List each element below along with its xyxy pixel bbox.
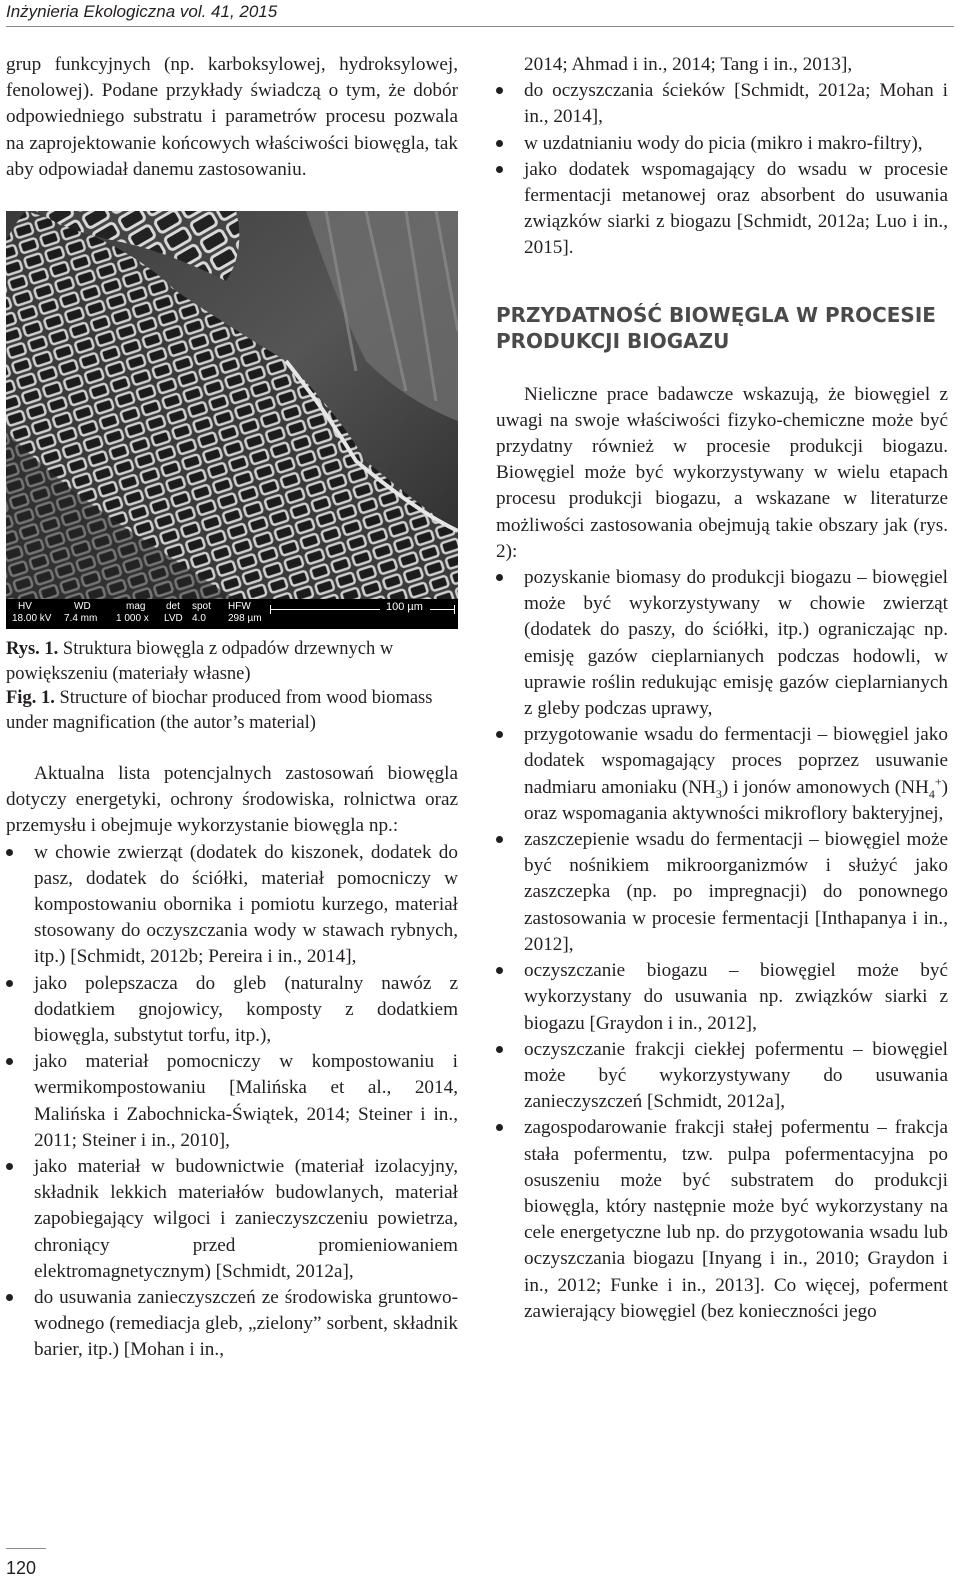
bullet-icon [496, 967, 503, 974]
list-item [6, 971, 458, 1050]
mag-label: mag [126, 601, 146, 613]
bullet-icon [6, 980, 13, 987]
biochar-structure-image [6, 211, 458, 599]
hv-label: HV [18, 601, 32, 613]
det-value: LVD [164, 613, 183, 625]
list-item [496, 722, 948, 827]
section-heading [496, 302, 948, 354]
subscript-3: 3 [715, 786, 722, 801]
applications-list-continued [496, 78, 948, 261]
list-item [6, 840, 458, 971]
hfw-label: HFW [228, 601, 251, 613]
list-item-text: zagospodarowanie frakcji stałej pofermentu – frakcja stała pofermentu, tzw. pulpa pofermentacyjna po osuszeniu może być substratem do produkcji biowęgla, który następnie może być wykorzystany na cele energetyczne lub np. do przygotowania wsadu lub oczyszczania biogazu [Inyang i in., 2010; Graydon i in., 2012; Funke i in., 2013]. Co więcej, poferment zawierający biowęgiel (bez konieczności jego [524, 1117, 948, 1322]
scale-bar-line [270, 609, 380, 610]
bullet-icon [496, 836, 503, 843]
spot-label: spot [192, 601, 211, 613]
caption-en-text: Structure of biochar produced from wood biomass under magnification (the autor’s material) [6, 688, 433, 733]
list-item [6, 1049, 458, 1154]
bullet-icon [496, 1046, 503, 1053]
caption-english [6, 686, 458, 735]
list-item [496, 958, 948, 1037]
bullet-icon [6, 1163, 13, 1170]
list-item-text: jako materiał w budownictwie (materiał izolacyjny, składnik lekkich materiałów budowlanych, materiał zapobiegający wilgoci i zanieczyszczeniu powietrza, chroniący przed promieniowaniem elektromagnetycznym) [Schmidt, 2012a], [34, 1156, 458, 1282]
scale-bar-line-right [430, 609, 454, 610]
biogaz-uses-list [496, 565, 948, 1325]
bullet2-text-c: ) oraz wspomagania aktywności mikroflory bakteryjnej, [524, 776, 948, 824]
scale-tick-right [454, 605, 455, 614]
applications-list [6, 840, 458, 1364]
bullet-icon [496, 1124, 503, 1131]
bullet-icon [496, 574, 503, 581]
applications-intro: Aktualna lista potencjalnych zastosowań biowęgla dotyczy energetyki, ochrony środowiska, rolnictwa oraz przemysłu i obejmuje wykorzystanie biowęgla np.: [6, 763, 458, 837]
list-item-text: zaszczepienie wsadu do fermentacji – biowęgiel może być nośnikiem mikroorganizmów i służyć jako zaszczepka (np. po impregnacji) do ponownego zastosowania w procesie fermentacji [Inthapanya i in., 2012], [524, 829, 948, 955]
footer-rule [6, 1548, 46, 1549]
bullet-icon [496, 140, 503, 147]
bullet2-text-a: przygotowanie wsadu do fermentacji – biowęgiel jako dodatek wspomagający proces poprzez usuwanie nadmiaru amoniaku (NH [524, 724, 948, 798]
mag-cell [116, 601, 149, 625]
caption-pl-text: Struktura biowęgla z odpadów drzewnych w powiększeniu (materiały własne) [6, 639, 394, 684]
list-item-text: w chowie zwierząt (dodatek do kiszonek, dodatek do pasz, dodatek do ściółki, materiał pomocniczy w kompostowaniu obornika i pomiotu kurzego, materiał stosowany do oczyszczania wody w stawach rybnych, itp.) [Schmidt, 2012b; Pereira i in., 2014], [34, 841, 458, 968]
section-heading-line1: PRZYDATNOŚĆ BIOWĘGLA W PROCESIE [496, 302, 936, 327]
hv-value: 18.00 kV [12, 613, 52, 625]
sem-info-bar [6, 599, 458, 629]
bullet-icon [6, 849, 13, 856]
list-item [496, 78, 948, 130]
list-item [496, 1115, 948, 1325]
list-item-text: oczyszczanie frakcji ciekłej pofermentu – biowęgiel może być wykorzystywany do usuwania zanieczyszczeń [Schmidt, 2012a], [524, 1038, 948, 1113]
section-heading-line2: PRODUKCJI BIOGAZU [496, 328, 730, 353]
mag-value: 1 000 x [116, 613, 149, 625]
bullet-icon [496, 87, 503, 94]
list-item-text: w uzdatnianiu wody do picia (mikro i makro-filtry), [524, 132, 923, 154]
bullet-icon [496, 166, 503, 173]
continued-citation: 2014; Ahmad i in., 2014; Tang i in., 2013], [524, 54, 853, 75]
superscript-plus: + [934, 774, 942, 789]
list-item-text: do oczyszczania ścieków [Schmidt, 2012a; Mohan i in., 2014], [524, 80, 948, 128]
page-number: 120 [6, 1558, 37, 1578]
bullet-icon [496, 731, 503, 738]
spot-cell [192, 601, 211, 625]
list-item-text: do usuwania zanieczyszczeń ze środowiska gruntowo-wodnego (remediacja gleb, „zielony” sorbent, składnik barier, itp.) [Mohan i in., [34, 1287, 458, 1361]
list-item-text [524, 724, 948, 824]
det-label: det [166, 601, 180, 613]
hv-cell [12, 601, 51, 625]
caption-polish [6, 637, 458, 686]
list-item [496, 827, 948, 958]
list-item [496, 1037, 948, 1116]
list-item [6, 1285, 458, 1364]
bullet2-text-b: ) i jonów amonowych (NH [721, 776, 929, 798]
list-item [496, 157, 948, 262]
list-item-text: jako dodatek wspomagający do wsadu w procesie fermentacji metanowej oraz absorbent do usuwania związków siarki z biogazu [Schmidt, 2012a; Luo i in., 2015]. [524, 158, 948, 259]
journal-title: Inżynieria Ekologiczna vol. 41, 2015 [6, 2, 278, 21]
sem-micrograph [6, 211, 458, 629]
left-column [6, 52, 458, 1364]
list-item [6, 1154, 458, 1285]
list-item [496, 565, 948, 722]
list-item-text: pozyskanie biomasy do produkcji biogazu – biowęgiel może być wykorzystywany w chowie zwierząt (dodatek do paszy, do ściółki, itp.) ograniczając np. emisję gazów cieplarnianych podczas hodowli, w uprawie roślin redukując emisję gazów cieplarnianych z gleby podczas uprawy, [524, 567, 948, 720]
running-header [6, 0, 954, 27]
caption-en-label: Fig. 1. [6, 688, 55, 709]
list-item-text: oczyszczanie biogazu – biowęgiel może być wykorzystany do usuwania np. związków siarki z biogazu [Graydon i in., 2012], [524, 960, 948, 1034]
intro-paragraph: grup funkcyjnych (np. karboksylowej, hydroksylowej, fenolowej). Podane przykłady świadczą o tym, że dobór odpowiedniego substratu i parametrów procesu pozwala na zaprojektowanie końcowych właściwości biowęgla, tak aby odpowiadał danemu zastosowaniu. [6, 54, 458, 180]
hfw-cell [228, 601, 262, 625]
figure-caption [6, 637, 458, 735]
scale-bar-label: 100 µm [386, 601, 423, 614]
right-column [496, 52, 948, 1325]
list-item-text: jako polepszacza do gleb (naturalny nawóz z dodatkiem gnojowicy, komposty z dodatkiem biowęgla, substytut torfu, itp.), [34, 972, 458, 1047]
section-paragraph: Nieliczne prace badawcze wskazują, że biowęgiel z uwagi na swoje właściwości fizyko-chemiczne może być przydatny również w procesie produkcji biogazu. Biowęgiel może być wykorzystywany w wielu etapach procesu produkcji biogazu, a wskazane w literaturze możliwości zastosowania obejmują takie obszary jak (rys. 2): [496, 383, 948, 562]
spot-value: 4.0 [192, 613, 206, 625]
wd-value: 7.4 mm [64, 613, 98, 625]
list-item-text: jako materiał pomocniczy w kompostowaniu i wermikompostowaniu [Malińska et al., 2014, Malińska i Zabochnicka-Świątek, 2014; Steiner i in., 2011; Steiner i in., 2010], [34, 1051, 458, 1151]
subscript-4: 4 [928, 786, 935, 801]
wd-cell [64, 601, 97, 625]
list-item [496, 131, 948, 157]
bullet-icon [6, 1058, 13, 1065]
hfw-value: 298 µm [228, 613, 262, 625]
det-cell [164, 601, 183, 625]
wd-label: WD [74, 601, 91, 613]
caption-pl-label: Rys. 1. [6, 639, 59, 660]
bullet-icon [6, 1294, 13, 1301]
